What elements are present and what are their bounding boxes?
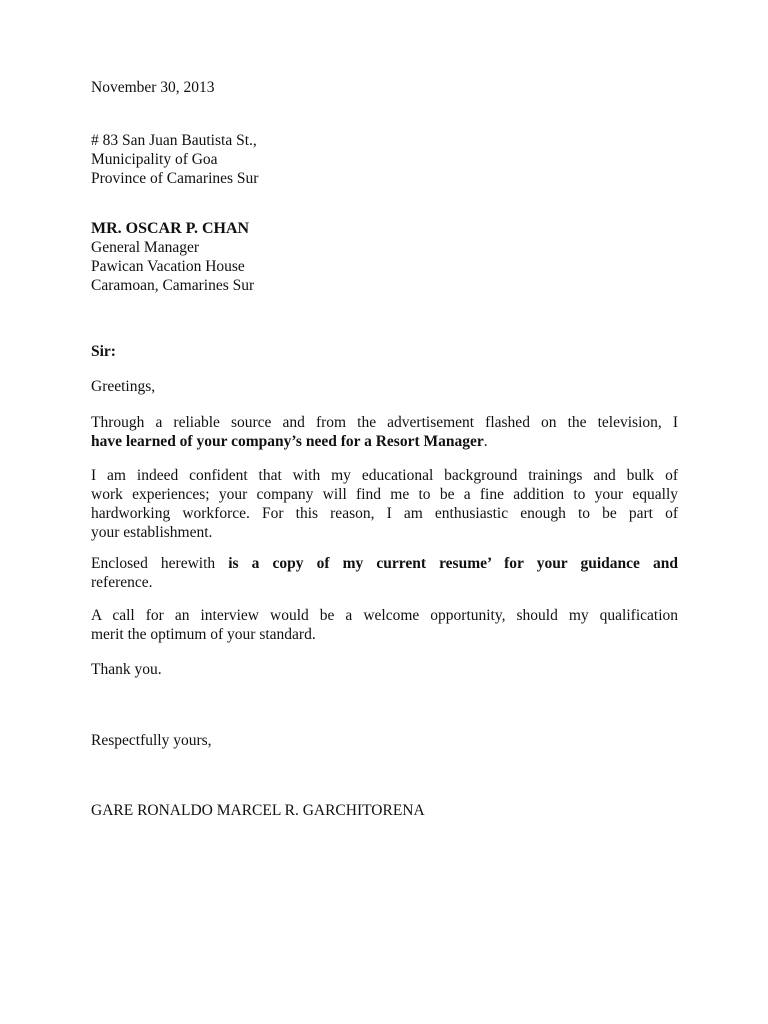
- paragraph-1-line-2: [91, 432, 678, 451]
- recipient-title: General Manager: [91, 239, 200, 256]
- closing: [91, 731, 678, 750]
- paragraph-4: [91, 606, 678, 644]
- greeting: [91, 377, 678, 396]
- signature-name: GARE RONALDO MARCEL R. GARCHITORENA: [91, 802, 425, 819]
- recipient-company: Pawican Vacation House: [91, 258, 245, 275]
- thanks: [91, 660, 678, 679]
- paragraph-2-line-4: your establishment.: [91, 524, 213, 541]
- paragraph-1: [91, 413, 678, 451]
- sender-address-line-1: # 83 San Juan Bautista St.,: [91, 132, 257, 149]
- paragraph-1-period: .: [483, 433, 488, 450]
- sender-address-line-2: Municipality of Goa: [91, 151, 218, 168]
- letter-date: [91, 78, 678, 97]
- sender-address-line-3: Province of Camarines Sur: [91, 170, 259, 187]
- paragraph-1-emphasis: have learned of your company’s need for a Resort Manager: [91, 433, 484, 450]
- recipient-block: [91, 219, 678, 295]
- sender-address: [91, 131, 678, 188]
- paragraph-4-line-1: A call for an interview would be a welcome opportunity, should my qualification: [91, 607, 678, 624]
- paragraph-2-line-3: hardworking workforce. For this reason, I am enthusiastic enough to be part of: [91, 505, 678, 522]
- paragraph-1-line-1: Through a reliable source and from the advertisement flashed on the television, I: [91, 414, 678, 431]
- recipient-location: Caramoan, Camarines Sur: [91, 277, 255, 294]
- paragraph-4-line-2: merit the optimum of your standard.: [91, 626, 316, 643]
- paragraph-3-line-2: reference.: [91, 574, 153, 591]
- greeting-text: Greetings,: [91, 378, 156, 395]
- paragraph-2-line-2: work experiences; your company will find me to be a fine addition to your equally: [91, 486, 678, 503]
- paragraph-2-line-1: I am indeed confident that with my educational background trainings and bulk of: [91, 467, 678, 484]
- closing-text: Respectfully yours,: [91, 732, 212, 749]
- thanks-text: Thank you.: [91, 661, 162, 678]
- recipient-name: MR. OSCAR P. CHAN: [91, 220, 250, 237]
- paragraph-3: [91, 554, 678, 592]
- paragraph-3-line-1: [91, 554, 678, 573]
- date-text: November 30, 2013: [91, 79, 215, 96]
- paragraph-3-start: Enclosed herewith: [91, 555, 216, 572]
- signature: [91, 801, 678, 820]
- salutation: [91, 342, 678, 361]
- paragraph-2: [91, 466, 678, 542]
- paragraph-3-emphasis: is a copy of my current resume’ for your guidance and: [228, 555, 679, 572]
- salutation-text: Sir:: [91, 343, 116, 360]
